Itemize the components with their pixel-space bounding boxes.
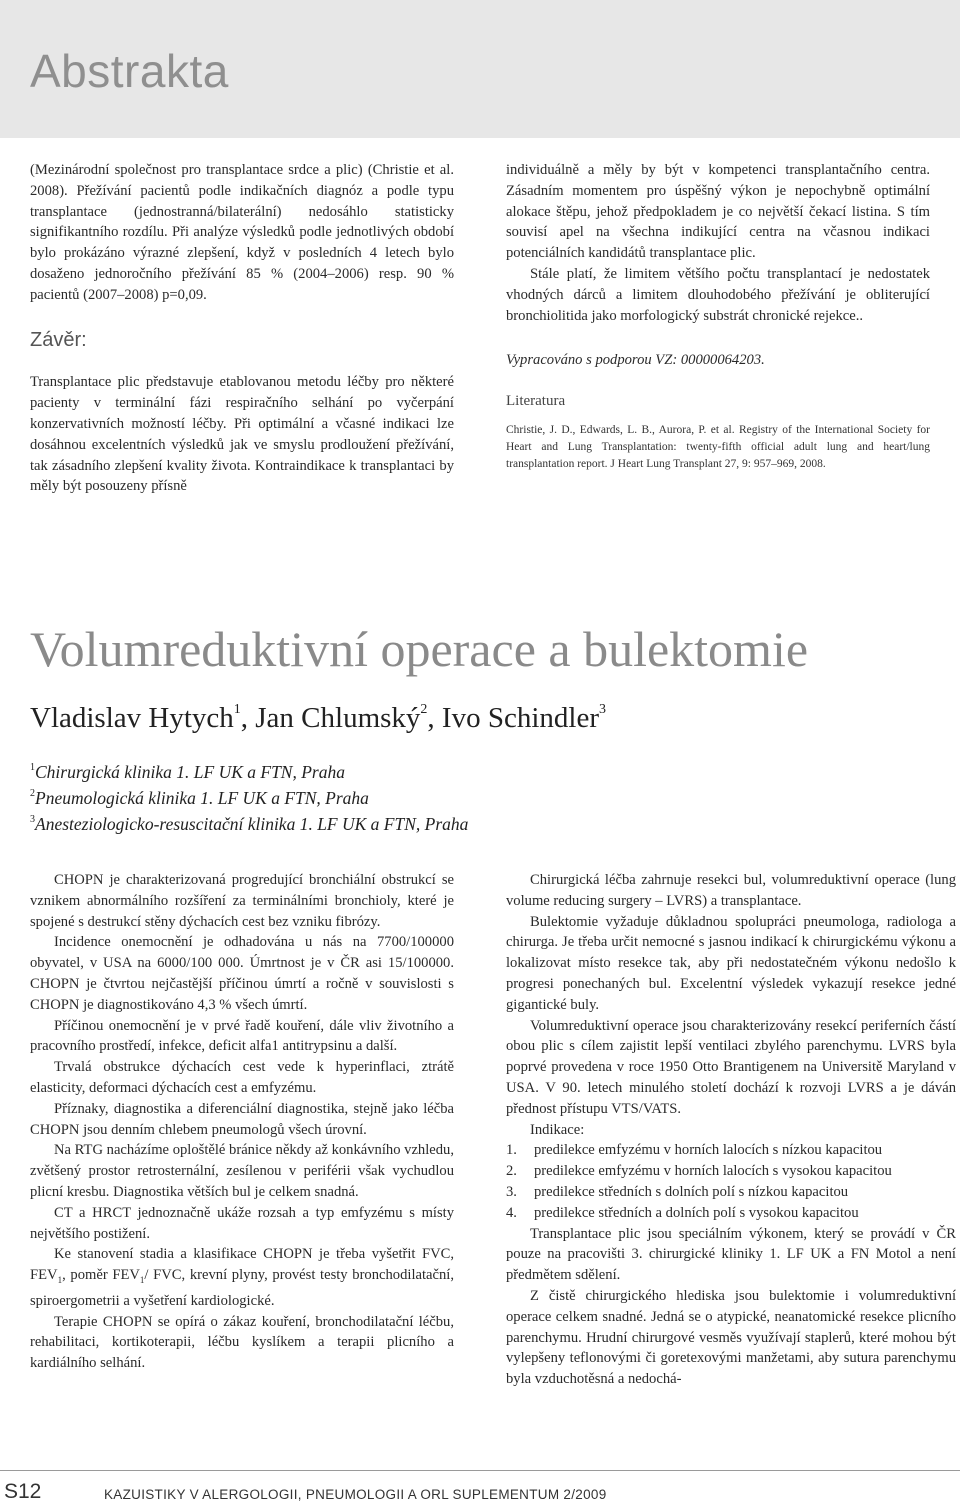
abstract-paragraph: (Mezinárodní společnost pro transplantace srdce a plic) (Christie et al. 2008). Přežívání pacientů podle indikačních diagnóz a podle typu transplantace (jednostranná/bilaterální) nedosáhlo statisticky signifikantního rozdílu. Při analýze výsledků podle jednotlivých období bylo prokázáno výrazné zlepšení, když v posledních 4 letech bylo dosaženo jednoročního přežívání 85 % (2004–2006) resp. 90 % pacientů (2007–2008) p=0,09.	[30, 162, 454, 303]
page-number: S12	[4, 1480, 42, 1503]
list-number: 2.	[506, 1163, 517, 1180]
section-title: Abstrakta	[30, 45, 229, 97]
affiliation-text: Anesteziologicko-resuscitační klinika 1. LF UK a FTN, Praha	[35, 814, 469, 834]
author-name: Vladislav Hytych	[30, 702, 234, 734]
body-paragraph-fev	[30, 1244, 454, 1311]
fev-text-a: Ke stanovení stadia a klasifikace CHOPN je třeba vyšetřit FVC, FEV	[30, 1246, 454, 1284]
list-text: predilekce středních a dolních polí s vysokou kapacitou	[534, 1204, 859, 1221]
reference-item: Christie, J. D., Edwards, L. B., Aurora, P. et al. Registry of the International Society for Heart and Lung Transplantation: twenty-fifth official adult lung and heart/lung transplantation report. J Heart Lung Transplant 27, 9: 957–969, 2008.	[506, 423, 930, 470]
affiliation-sup: 2	[30, 788, 35, 799]
affiliation-text: Chirurgická klinika 1. LF UK a FTN, Praha	[35, 762, 345, 782]
list-text: predilekce emfyzému v horních lalocích s nízkou kapacitou	[534, 1142, 883, 1159]
affiliation-list	[30, 757, 468, 835]
affiliation	[30, 783, 468, 809]
list-item	[506, 1182, 956, 1203]
affiliation-sup: 3	[30, 814, 35, 825]
author-sup: 1	[233, 702, 241, 717]
body-paragraph: Terapie CHOPN se opírá o zákaz kouření, bronchodilatační léčbu, rehabilitaci, kortikoterapii, léčbu kyslíkem a terapii plicního a kardiálního selhání.	[30, 1313, 454, 1372]
affiliation-sup: 1	[30, 762, 35, 773]
body-paragraph: Transplantace plic jsou speciálním výkonem, který se provádí v ČR pouze na pracovišti 3. chirurgické kliniky 1. LF UK a FN Motol a není předmětem sdělení.	[506, 1225, 956, 1284]
list-text: predilekce emfyzému v horních lalocích s vysokou kapacitou	[534, 1163, 892, 1180]
author-sup: 3	[598, 702, 606, 717]
article-column-right	[506, 870, 956, 1390]
footer-divider	[0, 1470, 960, 1471]
body-paragraph: CT a HRCT jednoznačně ukáže rozsah a typ emfyzému s místy největšího postižení.	[30, 1204, 454, 1242]
body-paragraph: Příznaky, diagnostika a diferenciální diagnostika, stejně jako léčba CHOPN jsou denním chlebem pneumologů všech úrovní.	[30, 1100, 454, 1138]
affiliation	[30, 757, 468, 783]
abstract-paragraph: Stále platí, že limitem většího počtu transplantací je nedostatek vhodných dárců a limitem dlouhodobého přežívání je obliterující bronchiolitida jako morfologický substrát chronické rejekce..	[506, 265, 930, 324]
list-number: 4.	[506, 1204, 517, 1221]
list-number: 3.	[506, 1183, 517, 1200]
body-paragraph: Trvalá obstrukce dýchacích cest vede k hyperinflaci, ztrátě elasticity, deformaci dýchacích cest a emfyzému.	[30, 1059, 454, 1096]
author-name: Ivo Schindler	[441, 702, 599, 734]
body-paragraph: Chirurgická léčba zahrnuje resekci bul, volumreduktivní operace (lung volume reducing surgery – LVRS) a transplantace.	[506, 872, 956, 909]
author-separator: ,	[427, 702, 442, 734]
list-item	[506, 1203, 956, 1224]
abstract-column-right	[506, 160, 930, 473]
journal-name: KAZUISTIKY V ALERGOLOGII, PNEUMOLOGII A ORL SUPLEMENTUM 2/2009	[104, 1487, 607, 1502]
fev-text-c: / FVC, krevní plyny, provést testy bronchodilatační, spiroergometrii a vyšetření kardiologické.	[30, 1267, 454, 1309]
abstract-paragraph: Transplantace plic představuje etablovanou metodu léčby pro některé pacienty v terminální fázi respiračního selhání po vyčerpání konzervativních možností léčby. Při optimální a včasné indikaci lze dosáhnou excelentních výsledků jak ve smyslu prodloužení přežívání, tak zásadního zlepšení kvality života. Kontraindikace k transplantaci by měly být posouzeny přísně	[30, 374, 454, 495]
body-paragraph: Příčinou onemocnění je v prvé řadě kouření, dále vliv životního a pracovního prostředí, infekce, deficit alfa1 antitrypsinu a další.	[30, 1017, 454, 1055]
literature-heading: Literatura	[506, 393, 566, 410]
article-column-left	[30, 870, 454, 1374]
affiliation-text: Pneumologická klinika 1. LF UK a FTN, Praha	[35, 788, 369, 808]
author-separator: ,	[240, 702, 256, 734]
indications-list	[506, 1140, 956, 1223]
body-paragraph: Bulektomie vyžaduje důkladnou spolupráci pneumologa, radiologa a chirurga. Je třeba určit nemocné s jasnou indikací k chirurgickému výkonu a lokalizovat místo resekce tak, aby při nedostatečném výkonu nedošlo k progresi ponechaných bul. Excelentní výsledek vykazují resekce jedné gigantické buly.	[506, 913, 956, 1013]
conclusion-heading: Závěr:	[30, 328, 87, 351]
body-paragraph: Z čistě chirurgického hlediska jsou bulektomie i volumreduktivní operace celkem snadné. Jedná se o atypické, neanatomické resekce plicního parenchymu. Hrudní chirurgové vesměs využívají staplerů, které mohou být vylepšeny teflonovými či goretexovými manžetami, aby sutura parenchymu byla vzduchotěsná a nedochá-	[506, 1287, 956, 1388]
list-item	[506, 1161, 956, 1182]
indications-label: Indikace:	[530, 1121, 585, 1138]
abstract-column-left	[30, 160, 454, 497]
body-paragraph: Na RTG nacházíme oploštělé bránice někdy až konkávního vzhledu, zvětšený prostor retrosternální, zesílenou v periférii však vychudlou plicní kresbu. Diagnostika větších bul je celkem snadná.	[30, 1142, 454, 1200]
affiliation	[30, 809, 468, 835]
list-text: predilekce středních s dolních polí s nízkou kapacitou	[534, 1183, 849, 1200]
fev-sub: 1	[139, 1275, 145, 1286]
body-paragraph: Incidence onemocnění je odhadována u nás na 7700/100000 obyvatel, v USA na 6000/100 000. Úmrtnost je v ČR asi 15/100000. CHOPN je čtvrtou nejčastější příčinou úmrtí a ročně v souvislosti s CHOPN je diagnostikováno 4,3 % všech úmrtí.	[30, 934, 454, 1013]
support-note: Vypracováno s podporou VZ: 00000064203.	[506, 352, 765, 369]
body-paragraph: Volumreduktivní operace jsou charakterizovány resekcí periferních částí obou plic s cílem zajistit lepší ventilaci zbylého parenchymu. LVRS byla poprvé provedena v roce 1950 Otto Brantigenem na Universitě Maryland v USA. V 90. letech minulého století dochází k rozvoji LVRS a je dáván přednost přístupu VTS/VATS.	[506, 1017, 956, 1117]
header-band	[0, 0, 960, 138]
author-list	[30, 702, 606, 735]
list-item	[506, 1140, 956, 1161]
fev-sub: 1	[57, 1275, 63, 1286]
list-number: 1.	[506, 1142, 517, 1159]
author-sup: 2	[420, 702, 428, 717]
article-title: Volumreduktivní operace a bulektomie	[30, 621, 809, 677]
abstract-paragraph: individuálně a měly by být v kompetenci transplantačního centra. Zásadním momentem pro úspěšný výkon je nepochybně optimální alokace štěpu, jehož předpokladem je co největší čekací listina. S tím souvisí apel na všechna indikující centra na včasnou indikaci potenciálních kandidátů transplantace plic.	[506, 162, 930, 262]
fev-text-b: , poměr FEV	[62, 1267, 140, 1284]
body-paragraph: CHOPN je charakterizovaná progredující bronchiální obstrukcí se vznikem abnormálního rozšíření za terminálními bronchioly, které je spojené s destrukcí stěny dýchacích cest bez vzniku fibrózy.	[30, 872, 454, 930]
author-name: Jan Chlumský	[255, 702, 421, 734]
